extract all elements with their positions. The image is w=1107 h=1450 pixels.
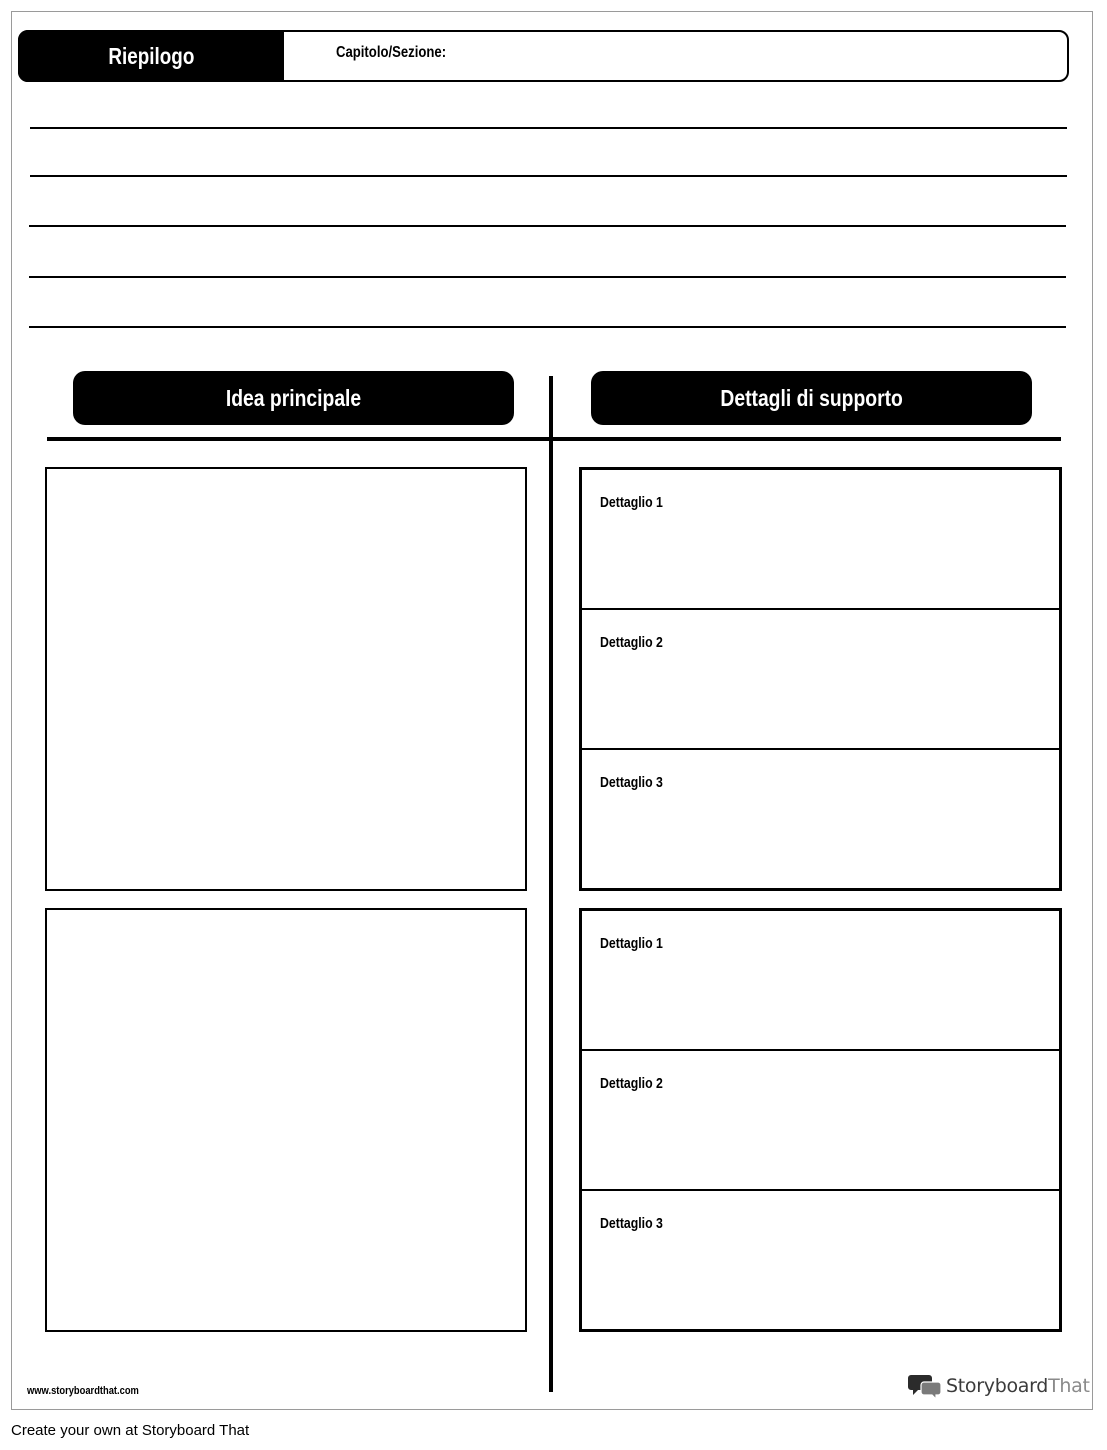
- main-idea-box-1[interactable]: [45, 467, 527, 891]
- t-chart-horizontal-divider: [47, 437, 1061, 441]
- summary-line-3[interactable]: [29, 225, 1066, 227]
- details-group-1: [579, 467, 1062, 891]
- footer-url[interactable]: www.storyboardthat.com: [27, 1385, 139, 1397]
- supporting-details-header: [591, 371, 1032, 425]
- brand-storyboard: Storyboard: [946, 1375, 1049, 1397]
- detail-label: Dettaglio 2: [600, 634, 663, 651]
- detail-label: Dettaglio 2: [600, 1075, 663, 1092]
- detail-label: Dettaglio 1: [600, 494, 663, 511]
- details-group-2: [579, 908, 1062, 1332]
- detail-cell[interactable]: [582, 470, 1059, 610]
- detail-cell[interactable]: [582, 911, 1059, 1051]
- create-your-own-caption[interactable]: Create your own at Storyboard That: [11, 1422, 250, 1439]
- detail-cell[interactable]: [582, 750, 1059, 888]
- brand-that: That: [1048, 1375, 1090, 1397]
- detail-label: Dettaglio 3: [600, 1215, 663, 1232]
- brand-wordmark: [946, 1375, 1090, 1397]
- storyboardthat-logo: [908, 1373, 1090, 1399]
- detail-cell[interactable]: [582, 1051, 1059, 1191]
- speech-bubbles-icon: [908, 1373, 942, 1399]
- page-title: Riepilogo: [108, 42, 194, 69]
- summary-line-4[interactable]: [29, 276, 1066, 278]
- supporting-details-header-label: Dettagli di supporto: [720, 384, 903, 411]
- summary-tab: [18, 30, 284, 82]
- detail-label: Dettaglio 3: [600, 774, 663, 791]
- chapter-section-label: Capitolo/Sezione:: [336, 44, 447, 61]
- detail-cell[interactable]: [582, 610, 1059, 750]
- summary-line-5[interactable]: [29, 326, 1066, 328]
- detail-label: Dettaglio 1: [600, 935, 663, 952]
- main-idea-header: [73, 371, 514, 425]
- summary-line-2[interactable]: [30, 175, 1067, 177]
- detail-cell[interactable]: [582, 1191, 1059, 1329]
- summary-line-1[interactable]: [30, 127, 1067, 129]
- main-idea-header-label: Idea principale: [225, 384, 362, 411]
- main-idea-box-2[interactable]: [45, 908, 527, 1332]
- t-chart-vertical-divider: [549, 376, 553, 1392]
